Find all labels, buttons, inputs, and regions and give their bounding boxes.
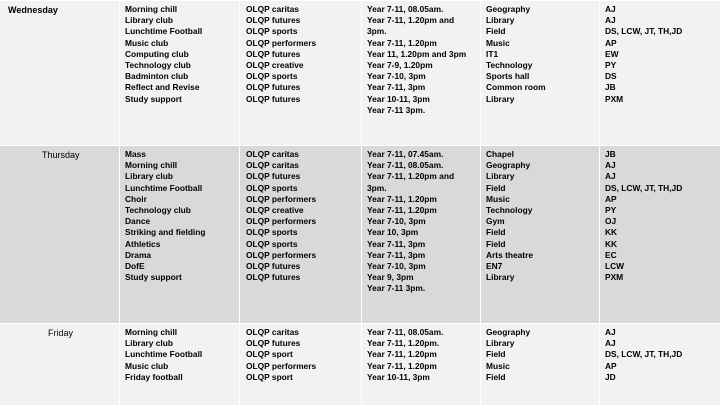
group-name: OLQP sport: [246, 371, 293, 382]
club-name: Morning chill: [125, 327, 178, 337]
clubs-column: [125, 149, 206, 283]
group-name: OLQP futures: [246, 171, 301, 182]
club-name: Technology club: [125, 204, 191, 215]
groups-column: [246, 327, 316, 383]
room-name: Geography: [486, 4, 531, 14]
time-entry: Year 7-11, 08.05am.: [367, 160, 444, 171]
rooms-column: [486, 149, 533, 283]
day-label: Wednesday: [8, 5, 58, 15]
time-entry: Year 7-11 3pm.: [367, 283, 426, 294]
group-name: OLQP performers: [246, 193, 317, 204]
clubs-column: [125, 327, 202, 383]
room-name: Gym: [486, 216, 505, 227]
room-name: Geography: [486, 327, 531, 337]
group-name: OLQP sports: [246, 71, 298, 82]
club-name: Badminton club: [125, 71, 189, 82]
time-entry: Year 9, 3pm: [367, 272, 414, 283]
club-name: Music club: [125, 360, 169, 371]
groups-column: [246, 149, 316, 283]
room-name: Technology: [486, 59, 533, 70]
club-name: Mass: [125, 149, 146, 159]
club-name: Lunchtime Football: [125, 182, 203, 193]
club-name: Lunchtime Football: [125, 349, 203, 360]
room-name: Field: [486, 349, 506, 360]
club-name: Choir: [125, 193, 147, 204]
time-entry: Year 7-9, 1.20pm: [367, 59, 433, 70]
group-name: OLQP caritas: [246, 149, 299, 159]
room-name: EN7: [486, 260, 503, 271]
time-entry: Year 7-11, 08.05am.: [367, 4, 444, 14]
group-name: OLQP futures: [246, 15, 301, 26]
club-name: Reflect and Revise: [125, 82, 200, 93]
day-row-friday: [0, 323, 720, 405]
club-name: Music club: [125, 37, 169, 48]
time-entry: Year 10-11, 3pm: [367, 371, 430, 382]
time-entry: Year 7-11, 1.20pm: [367, 349, 437, 360]
time-entry: Year 7-11, 1.20pm: [367, 204, 437, 215]
staff-initials: KK: [605, 238, 618, 249]
room-name: Field: [486, 238, 506, 249]
times-column: [367, 327, 443, 383]
groups-column: [246, 4, 316, 105]
room-name: Field: [486, 26, 506, 37]
rooms-column: [486, 327, 530, 383]
staff-initials: AJ: [605, 15, 616, 26]
club-name: Morning chill: [125, 160, 178, 171]
time-entry: 3pm.: [367, 182, 387, 193]
room-name: Library: [486, 15, 515, 26]
room-name: Arts theatre: [486, 249, 534, 260]
group-name: OLQP caritas: [246, 160, 299, 171]
room-name: Technology: [486, 204, 533, 215]
group-name: OLQP sports: [246, 227, 298, 238]
time-entry: Year 7-11 3pm.: [367, 104, 426, 115]
day-label: Thursday: [42, 150, 80, 160]
time-entry: Year 7-11, 3pm: [367, 82, 426, 93]
group-name: OLQP sports: [246, 182, 298, 193]
club-name: Study support: [125, 93, 182, 104]
club-name: Striking and fielding: [125, 227, 206, 238]
club-name: Friday football: [125, 371, 183, 382]
staff-initials: DS, LCW, JT, TH,JD: [605, 26, 683, 37]
room-name: Library: [486, 171, 515, 182]
club-name: DofE: [125, 260, 145, 271]
staff-initials: AP: [605, 193, 617, 204]
times-column: [367, 149, 454, 294]
staff-initials: JB: [605, 149, 616, 159]
room-name: Field: [486, 227, 506, 238]
time-entry: Year 7-10, 3pm: [367, 71, 426, 82]
group-name: OLQP caritas: [246, 327, 299, 337]
time-entry: Year 7-11, 1.20pm: [367, 193, 437, 204]
clubs-column: [125, 4, 202, 105]
staff-initials: LCW: [605, 260, 625, 271]
club-name: Technology club: [125, 59, 191, 70]
room-name: Field: [486, 371, 506, 382]
room-name: Library: [486, 93, 515, 104]
day-row-wednesday: [0, 0, 720, 145]
room-name: Library: [486, 272, 515, 283]
club-name: Athletics: [125, 238, 161, 249]
time-entry: Year 7-10, 3pm: [367, 260, 426, 271]
time-entry: Year 7-11, 1.20pm: [367, 37, 437, 48]
time-entry: Year 11, 1.20pm and 3pm: [367, 48, 467, 59]
group-name: OLQP creative: [246, 204, 304, 215]
rooms-column: [486, 4, 546, 105]
group-name: OLQP caritas: [246, 4, 299, 14]
staff-initials: OJ: [605, 216, 617, 227]
staff-initials: AJ: [605, 338, 616, 349]
day-row-thursday: [0, 145, 720, 323]
times-column: [367, 4, 466, 116]
group-name: OLQP sports: [246, 26, 298, 37]
staff-column: [605, 327, 682, 383]
room-name: Chapel: [486, 149, 514, 159]
staff-initials: AJ: [605, 171, 616, 182]
time-entry: 3pm.: [367, 26, 387, 37]
club-name: Library club: [125, 338, 173, 349]
staff-initials: KK: [605, 227, 618, 238]
staff-initials: DS, LCW, JT, TH,JD: [605, 182, 683, 193]
group-name: OLQP sports: [246, 238, 298, 249]
room-name: Field: [486, 182, 506, 193]
staff-initials: DS, LCW, JT, TH,JD: [605, 349, 683, 360]
time-entry: Year 10-11, 3pm: [367, 93, 430, 104]
group-name: OLQP creative: [246, 59, 304, 70]
staff-initials: JB: [605, 82, 616, 93]
staff-initials: EW: [605, 48, 619, 59]
time-entry: Year 7-11, 3pm: [367, 249, 426, 260]
time-entry: Year 7-10, 3pm: [367, 216, 426, 227]
cell-divider: [0, 1, 120, 145]
room-name: IT1: [486, 48, 499, 59]
staff-column: [605, 4, 682, 105]
staff-initials: DS: [605, 71, 617, 82]
time-entry: Year 7-11, 1.20pm and: [367, 15, 455, 26]
group-name: OLQP performers: [246, 360, 317, 371]
cell-divider: [0, 146, 120, 323]
group-name: OLQP futures: [246, 93, 301, 104]
club-name: Dance: [125, 216, 151, 227]
staff-initials: AJ: [605, 4, 616, 14]
group-name: OLQP performers: [246, 249, 317, 260]
club-name: Computing club: [125, 48, 189, 59]
group-name: OLQP futures: [246, 48, 301, 59]
staff-initials: AP: [605, 37, 617, 48]
time-entry: Year 7-11, 07.45am.: [367, 149, 444, 159]
staff-initials: AJ: [605, 327, 616, 337]
room-name: Geography: [486, 160, 531, 171]
room-name: Music: [486, 193, 510, 204]
group-name: OLQP futures: [246, 82, 301, 93]
staff-initials: PY: [605, 204, 617, 215]
club-name: Drama: [125, 249, 152, 260]
staff-initials: AJ: [605, 160, 616, 171]
group-name: OLQP performers: [246, 216, 317, 227]
time-entry: Year 7-11, 1.20pm: [367, 360, 437, 371]
room-name: Library: [486, 338, 515, 349]
room-name: Sports hall: [486, 71, 530, 82]
staff-initials: AP: [605, 360, 617, 371]
time-entry: Year 7-11, 1.20pm.: [367, 338, 440, 349]
group-name: OLQP performers: [246, 37, 317, 48]
staff-initials: PY: [605, 59, 617, 70]
room-name: Common room: [486, 82, 546, 93]
time-entry: Year 7-11, 08.05am.: [367, 327, 444, 337]
time-entry: Year 10, 3pm: [367, 227, 419, 238]
club-name: Morning chill: [125, 4, 178, 14]
room-name: Music: [486, 37, 510, 48]
staff-column: [605, 149, 682, 283]
staff-initials: JD: [605, 371, 616, 382]
staff-initials: PXM: [605, 272, 624, 283]
group-name: OLQP sport: [246, 349, 293, 360]
group-name: OLQP futures: [246, 338, 301, 349]
day-label: Friday: [48, 328, 74, 338]
staff-initials: EC: [605, 249, 617, 260]
club-name: Library club: [125, 15, 173, 26]
staff-initials: PXM: [605, 93, 624, 104]
room-name: Music: [486, 360, 510, 371]
club-name: Lunchtime Football: [125, 26, 203, 37]
time-entry: Year 7-11, 3pm: [367, 238, 426, 249]
club-name: Study support: [125, 272, 182, 283]
group-name: OLQP futures: [246, 272, 301, 283]
group-name: OLQP futures: [246, 260, 301, 271]
time-entry: Year 7-11, 1.20pm and: [367, 171, 455, 182]
club-name: Library club: [125, 171, 173, 182]
